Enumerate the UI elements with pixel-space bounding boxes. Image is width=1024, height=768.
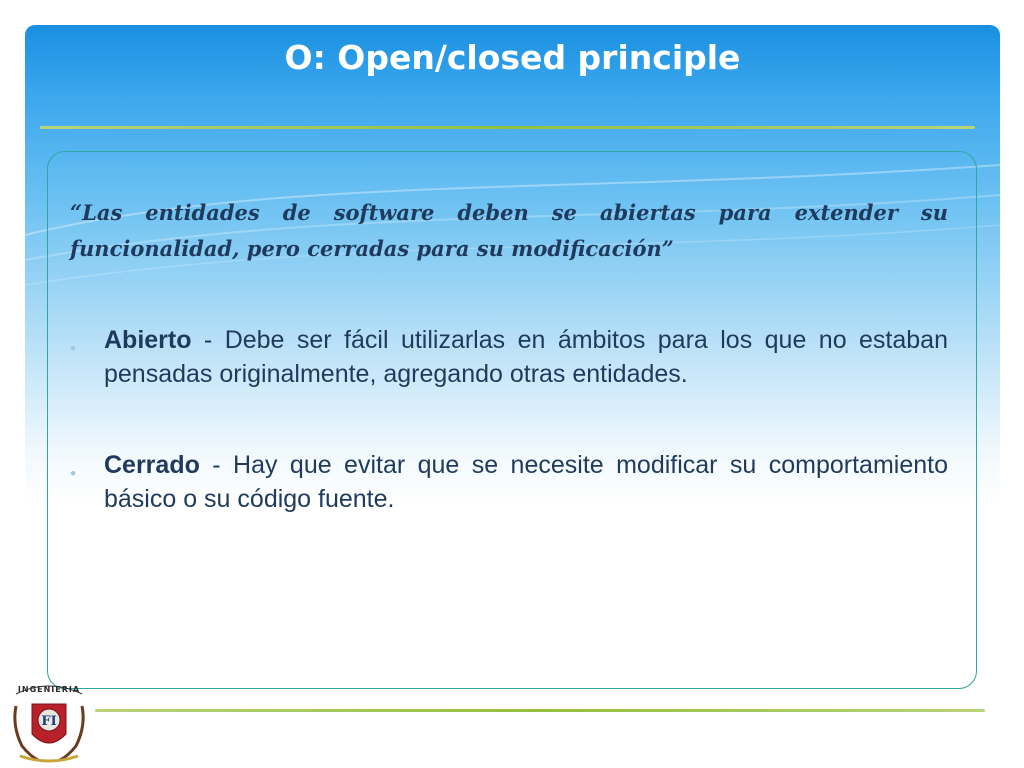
bullet-item-abierto — [70, 323, 948, 391]
crest-text: INGENIERIA — [17, 685, 81, 694]
bullet-term: Abierto — [104, 326, 192, 354]
bullet-description: - Hay que evitar que se necesite modificar su comportamiento básico o su código fuente. — [104, 451, 948, 513]
bullet-term: Cerrado — [104, 451, 200, 479]
footer-divider — [95, 709, 985, 712]
header-divider — [40, 126, 975, 129]
bullet-icon: ● — [70, 343, 77, 354]
crest-initials: FI — [41, 714, 57, 729]
slide-title: O: Open/closed principle — [284, 38, 741, 77]
principle-quote: “Las entidades de software deben se abiertas para extender su funcionalidad, pero cerradas para su modificación” — [70, 200, 948, 261]
faculty-crest-icon — [8, 676, 90, 764]
bullet-description: - Debe ser fácil utilizarlas en ámbitos para los que no estaban pensadas originalmente, agregando otras entidades. — [104, 326, 948, 388]
bullet-icon: ● — [70, 468, 77, 479]
bullet-item-cerrado — [70, 448, 948, 516]
